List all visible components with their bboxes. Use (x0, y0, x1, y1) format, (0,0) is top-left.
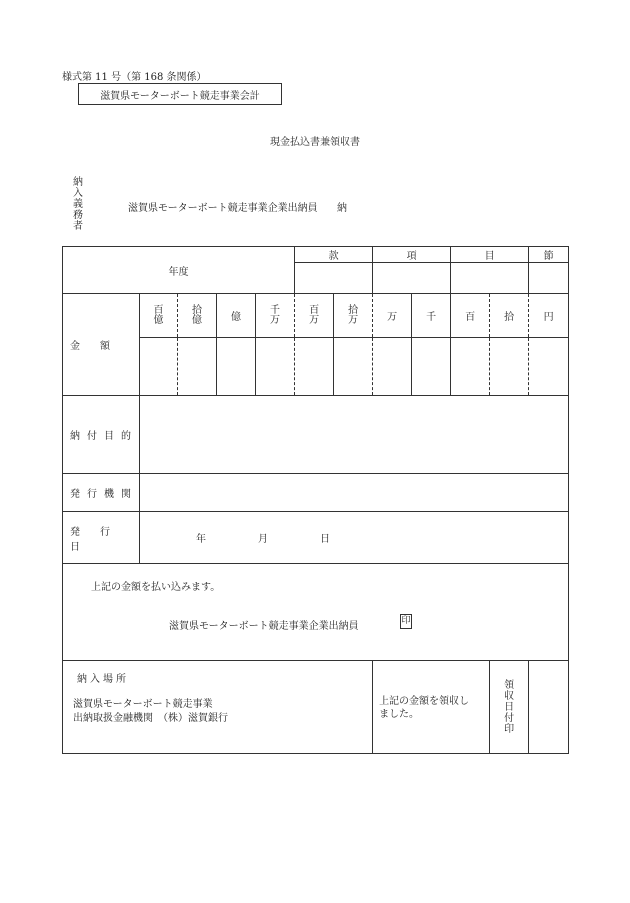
payer-label: 納入義務者 (73, 177, 83, 232)
amount-label: 金 額 (63, 294, 140, 396)
purpose-value[interactable] (140, 396, 569, 474)
digit-cell[interactable] (217, 338, 256, 396)
pledge-section (63, 564, 569, 661)
digit-cell[interactable] (373, 338, 412, 396)
digit-cell[interactable] (529, 338, 569, 396)
setsu-value[interactable] (529, 263, 569, 294)
receipt-section (373, 661, 490, 754)
issue-date-label: 発 行 日 (63, 512, 140, 564)
digit-cell[interactable] (490, 338, 529, 396)
seal-stamp: 印 (400, 614, 412, 629)
account-name: 滋賀県モーターボート競走事業会計 (100, 90, 260, 102)
fiscal-year-cell[interactable] (63, 247, 295, 294)
kan-value[interactable] (295, 263, 373, 294)
unit-ju: 拾 (490, 294, 529, 338)
digit-cell[interactable] (140, 338, 178, 396)
receipt-text: 上記の金額を領収しました。 (379, 696, 470, 720)
header-moku: 目 (451, 247, 529, 263)
payment-place-title: 納入場所 (77, 674, 129, 685)
header-kou: 項 (373, 247, 451, 263)
unit-juman: 拾 万 (334, 294, 373, 338)
unit-oku: 億 (217, 294, 256, 338)
unit-hyakuman: 百 万 (295, 294, 334, 338)
issuer-value[interactable] (140, 474, 569, 512)
unit-en: 円 (529, 294, 569, 338)
moku-value[interactable] (451, 263, 529, 294)
issuer-label: 発行機関 (63, 474, 140, 512)
digit-cell[interactable] (334, 338, 373, 396)
account-name-box (78, 83, 282, 105)
pledge-officer: 滋賀県モーターボート競走事業企業出納員 (169, 621, 359, 632)
day-label: 日 (320, 534, 330, 545)
payment-place-section (63, 661, 373, 754)
digit-cell[interactable] (295, 338, 334, 396)
payment-place-line2: 出納取扱金融機関 （株）滋賀銀行 (73, 713, 228, 724)
month-label: 月 (258, 534, 268, 545)
payer-name: 滋賀県モーターボート競走事業企業出納員 (128, 203, 318, 214)
form-number: 様式第 11 号（第 168 条関係） (62, 72, 207, 83)
digit-cell[interactable] (256, 338, 295, 396)
purpose-label: 納付目的 (63, 396, 140, 474)
unit-hyakuoku: 百 億 (140, 294, 178, 338)
unit-sen: 千 (412, 294, 451, 338)
payment-form-table (62, 246, 569, 754)
date-seal-label: 領収日付印 (504, 679, 515, 735)
document-title: 現金払込書兼領収書 (270, 137, 360, 148)
unit-juoku: 拾 億 (178, 294, 217, 338)
unit-hyaku: 百 (451, 294, 490, 338)
year-label: 年 (196, 534, 206, 545)
issue-date-value[interactable] (140, 512, 569, 564)
payer-suffix: 納 (337, 203, 347, 214)
digit-cell[interactable] (178, 338, 217, 396)
header-kan: 款 (295, 247, 373, 263)
date-seal-box[interactable] (529, 661, 569, 754)
fiscal-year-label: 年度 (168, 266, 189, 278)
date-seal-label-cell (490, 661, 529, 754)
unit-senman: 千 万 (256, 294, 295, 338)
digit-cell[interactable] (412, 338, 451, 396)
header-setsu: 節 (529, 247, 569, 263)
pledge-statement: 上記の金額を払い込みます。 (91, 582, 221, 593)
kou-value[interactable] (373, 263, 451, 294)
digit-cell[interactable] (451, 338, 490, 396)
payment-place-line1: 滋賀県モーターボート競走事業 (73, 699, 213, 710)
unit-man: 万 (373, 294, 412, 338)
